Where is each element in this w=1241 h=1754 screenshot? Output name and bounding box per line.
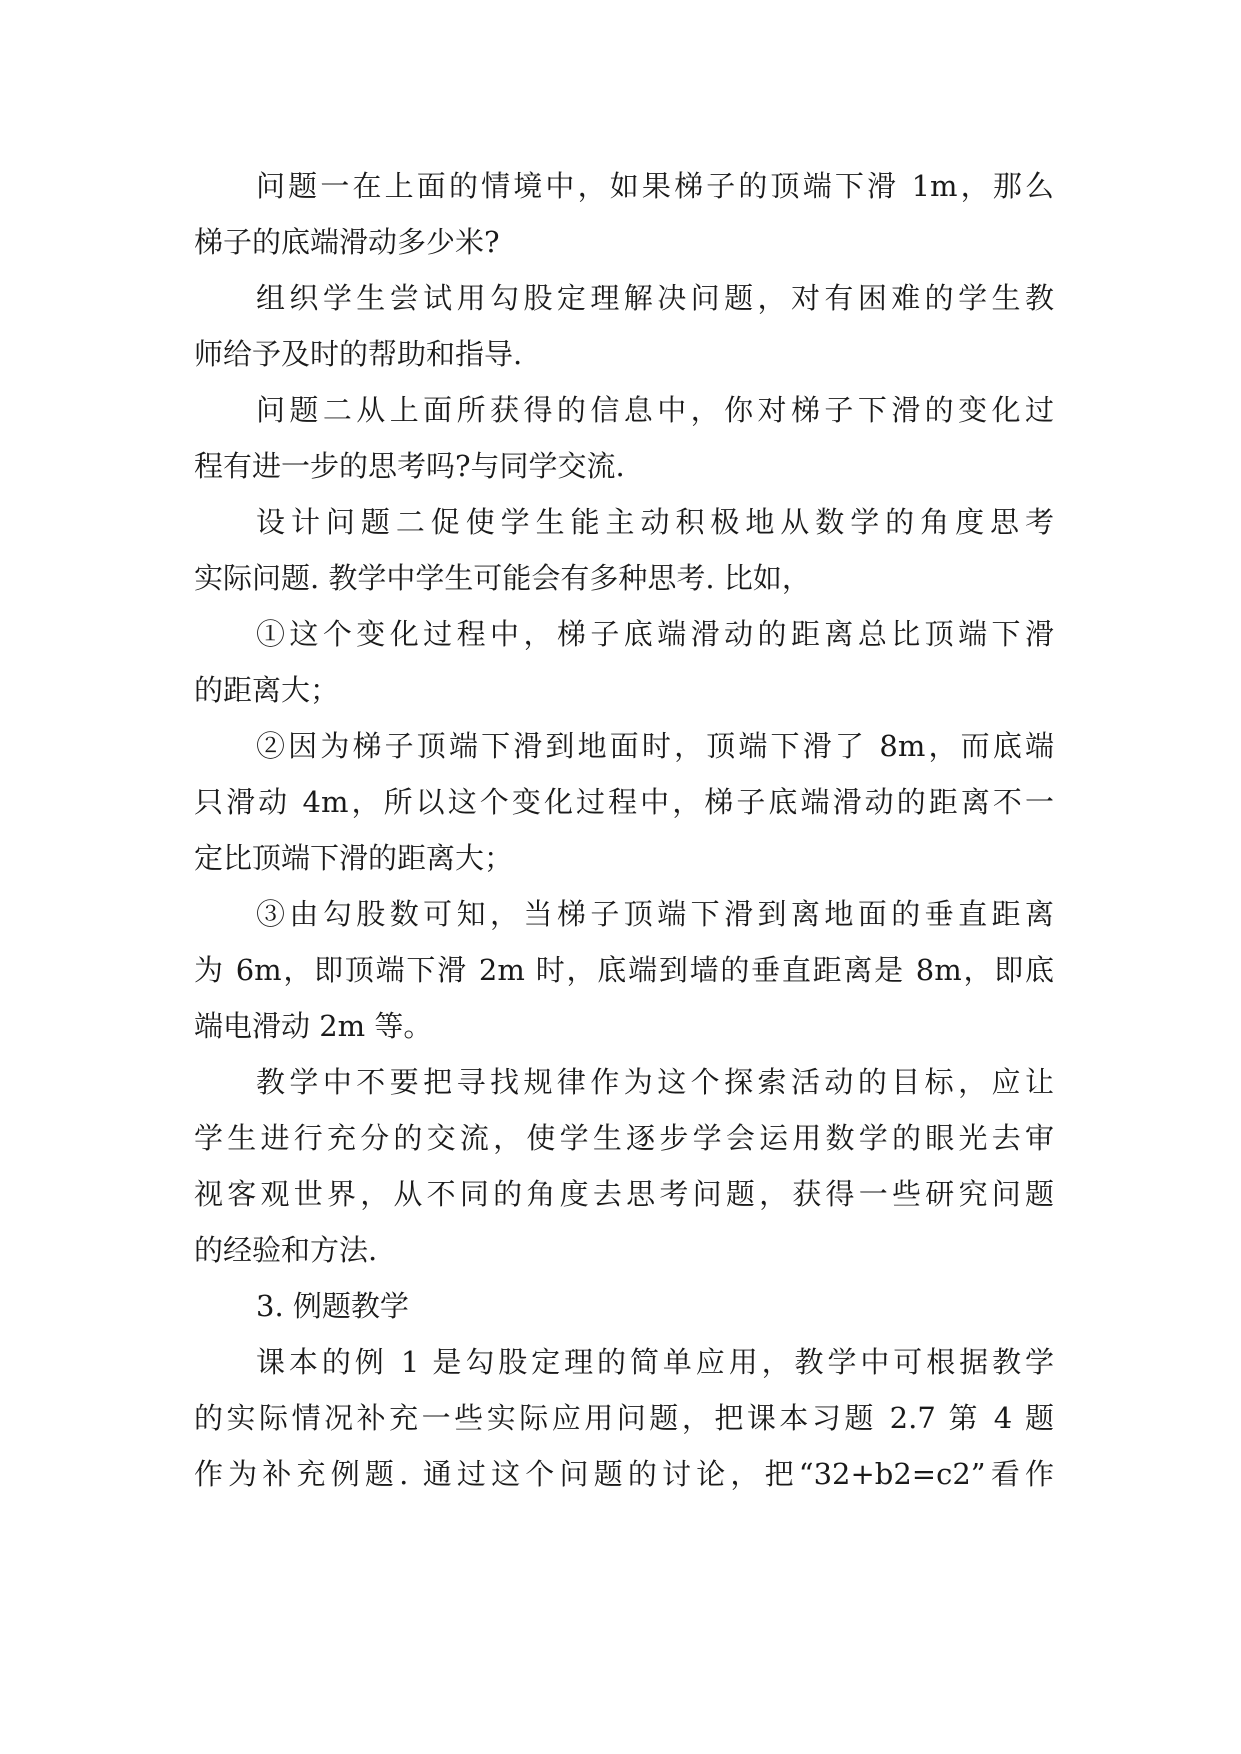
text-line: 作为补充例题. 通过这个问题的讨论，把“32+b2=c2”看作 [194,1457,1054,1491]
text-line: 设计问题二促使学生能主动积极地从数学的角度思考 [256,505,1054,539]
text-line: 的距离大； [194,673,340,707]
text-line: 实际问题. 教学中学生可能会有多种思考. 比如， [194,561,811,595]
text-line: ①这个变化过程中，梯子底端滑动的距离总比顶端下滑 [256,617,1054,651]
text-line: 梯子的底端滑动多少米? [194,225,500,259]
text-line: 课本的例 1 是勾股定理的简单应用，教学中可根据教学 [256,1345,1054,1379]
text-line: 视客观世界，从不同的角度去思考问题，获得一些研究问题 [194,1177,1054,1211]
text-line: 教学中不要把寻找规律作为这个探索活动的目标，应让 [256,1065,1054,1099]
text-line: 问题二从上面所获得的信息中，你对梯子下滑的变化过 [256,393,1054,427]
text-line: 组织学生尝试用勾股定理解决问题，对有困难的学生教 [256,281,1054,315]
text-line: ②因为梯子顶端下滑到地面时，顶端下滑了 8m，而底端 [256,729,1054,763]
text-line: 的实际情况补充一些实际应用问题，把课本习题 2.7 第 4 题 [194,1401,1054,1435]
text-line: 的经验和方法. [194,1233,378,1267]
text-line: 师给予及时的帮助和指导. [194,337,523,371]
text-line: 只滑动 4m，所以这个变化过程中，梯子底端滑动的距离不一 [194,785,1054,819]
text-line: 端电滑动 2m 等。 [194,1009,433,1043]
text-line: 定比顶端下滑的距离大； [194,841,514,875]
section-heading: 3. 例题教学 [256,1289,409,1323]
text-line: 为 6m，即顶端下滑 2m 时，底端到墙的垂直距离是 8m，即底 [194,953,1054,987]
text-line: 问题一在上面的情境中，如果梯子的顶端下滑 1m，那么 [256,169,1054,203]
text-line: 程有进一步的思考吗?与同学交流. [194,449,625,483]
text-line: ③由勾股数可知，当梯子顶端下滑到离地面的垂直距离 [256,897,1054,931]
text-line: 学生进行充分的交流，使学生逐步学会运用数学的眼光去审 [194,1121,1054,1155]
